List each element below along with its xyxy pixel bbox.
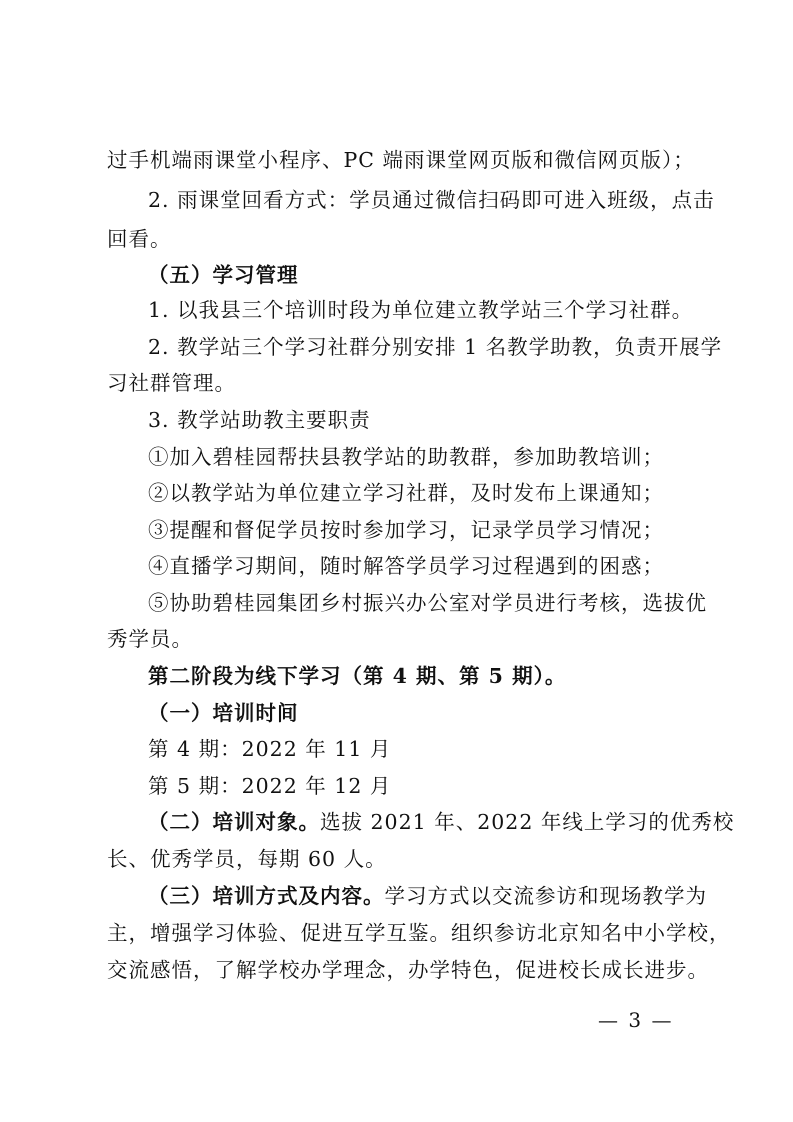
inline-heading: （三）培训方式及内容。 bbox=[148, 884, 385, 908]
paragraph-line: 主，增强学习体验、促进互学互鉴。组织参访北京知名中小学校， bbox=[107, 921, 731, 945]
section-heading: （五）学习管理 bbox=[148, 263, 299, 287]
paragraph-line: 1. 以我县三个培训时段为单位建立教学站三个学习社群。 bbox=[148, 298, 694, 322]
paragraph-line bbox=[148, 809, 734, 835]
paragraph-line: 第 5 期：2022 年 12 月 bbox=[148, 774, 392, 798]
paragraph-line: 2. 雨课堂回看方式：学员通过微信扫码即可进入班级，点击 bbox=[148, 188, 715, 212]
inline-text: 学习方式以交流参访和现场教学为 bbox=[384, 884, 707, 908]
paragraph-line: 秀学员。 bbox=[107, 627, 193, 651]
paragraph-line: 长、优秀学员，每期 60 人。 bbox=[107, 847, 387, 871]
paragraph-line: 交流感悟，了解学校办学理念，办学特色，促进校长成长进步。 bbox=[107, 958, 709, 982]
section-heading: 第二阶段为线下学习（第 4 期、第 5 期）。 bbox=[148, 664, 567, 688]
inline-heading: （二）培训对象。 bbox=[148, 810, 320, 834]
list-item: ③提醒和督促学员按时参加学习，记录学员学习情况； bbox=[148, 518, 664, 542]
paragraph-line: 3. 教学站助教主要职责 bbox=[148, 408, 371, 432]
page-number: — 3 — bbox=[598, 1008, 674, 1032]
paragraph-line: 第 4 期：2022 年 11 月 bbox=[148, 737, 392, 761]
list-item: ⑤协助碧桂园集团乡村振兴办公室对学员进行考核，选拔优 bbox=[148, 591, 707, 615]
paragraph-line: 过手机端雨课堂小程序、PC 端雨课堂网页版和微信网页版）； bbox=[107, 148, 695, 172]
paragraph-line: 2. 教学站三个学习社群分别安排 1 名教学助教，负责开展学 bbox=[148, 335, 723, 359]
paragraph-line: 习社群管理。 bbox=[107, 371, 236, 395]
list-item: ②以教学站为单位建立学习社群，及时发布上课通知； bbox=[148, 481, 664, 505]
paragraph-line bbox=[148, 883, 707, 909]
section-heading: （一）培训时间 bbox=[148, 701, 299, 725]
paragraph-line: 回看。 bbox=[107, 227, 172, 251]
inline-text: 选拔 2021 年、2022 年线上学习的优秀校 bbox=[320, 810, 735, 834]
list-item: ④直播学习期间，随时解答学员学习过程遇到的困惑； bbox=[148, 554, 664, 578]
list-item: ①加入碧桂园帮扶县教学站的助教群，参加助教培训； bbox=[148, 445, 664, 469]
